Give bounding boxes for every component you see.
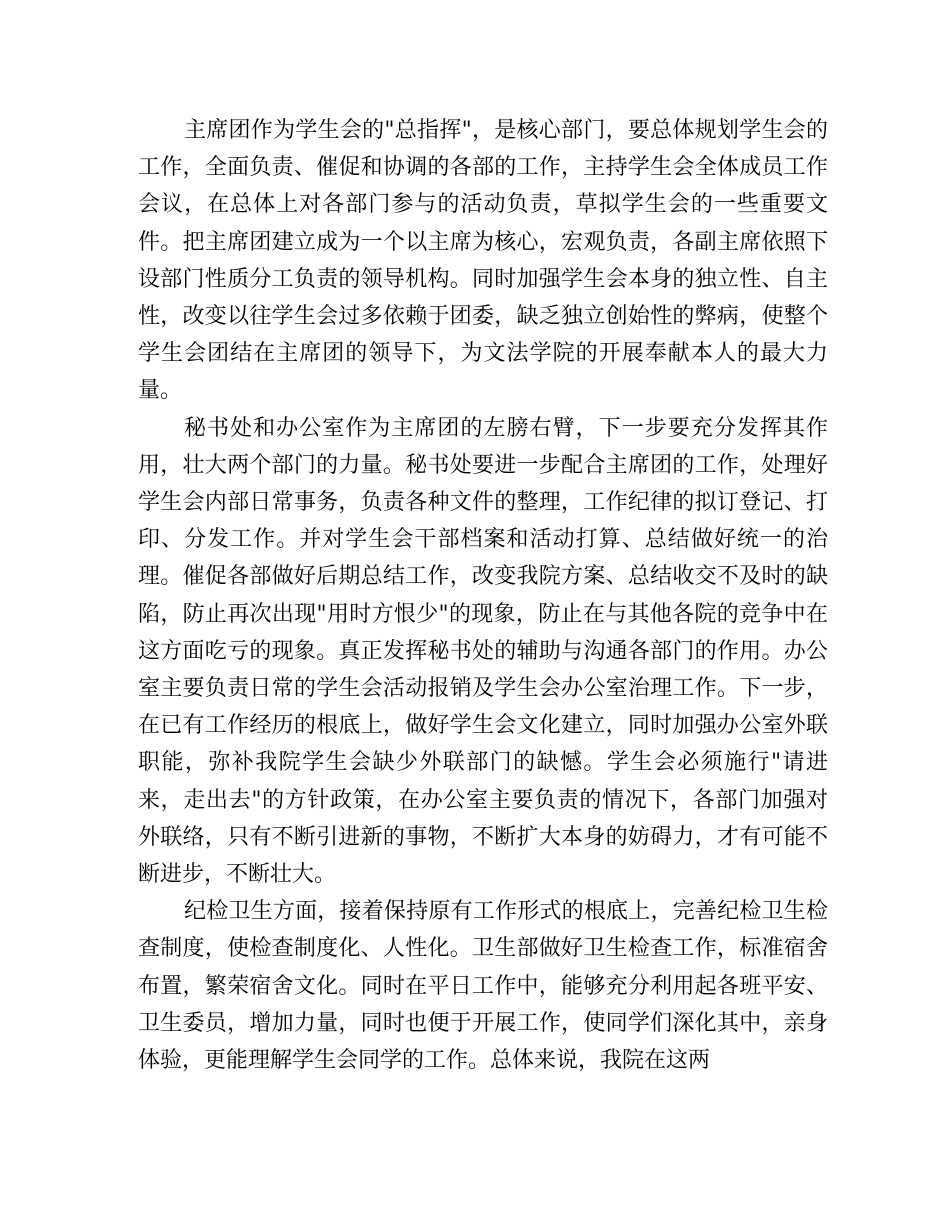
paragraph-secretariat-office: 秘书处和办公室作为主席团的左膀右臂，下一步要充分发挥其作用，壮大两个部门的力量。秘书处要进一步配合主席团的工作，处理好学生会内部日常事务，负责各种文件的整理，工作纪律的拟订登记、打印、分发工作。并对学生会干部档案和活动打算、总结做好统一的治理。催促各部做好后期总结工作，改变我院方案、总结收交不及时的缺陷，防止再次出现"用时方恨少"的现象，防止在与其他各院的竞争中在这方面吃亏的现象。真正发挥秘书处的辅助与沟通各部门的作用。办公室主要负责日常的学生会活动报销及学生会办公室治理工作。下一步，在已有工作经历的根底上，做好学生会文化建立，同时加强办公室外联职能，弥补我院学生会缺少外联部门的缺憾。学生会必须施行"请进来，走出去"的方针政策，在办公室主要负责的情况下，各部门加强对外联络，只有不断引进新的事物，不断扩大本身的妨碍力，才有可能不断进步，不断壮大。 [138, 415, 828, 888]
document-page [138, 112, 828, 1079]
paragraph-discipline-hygiene: 纪检卫生方面，接着保持原有工作形式的根底上，完善纪检卫生检查制度，使检查制度化、人性化。卫生部做好卫生检查工作，标准宿舍布置，繁荣宿舍文化。同时在平日工作中，能够充分利用起各班平安、卫生委员，增加力量，同时也便于开展工作，使同学们深化其中，亲身体验，更能理解学生会同学的工作。总体来说，我院在这两 [138, 899, 828, 1074]
paragraph-presidium: 主席团作为学生会的"总指挥"，是核心部门，要总体规划学生会的工作，全面负责、催促和协调的各部的工作，主持学生会全体成员工作会议，在总体上对各部门参与的活动负责，草拟学生会的一些重要文件。把主席团建立成为一个以主席为核心，宏观负责，各副主席依照下设部门性质分工负责的领导机构。同时加强学生会本身的独立性、自主性，改变以往学生会过多依赖于团委，缺乏独立创始性的弊病，使整个学生会团结在主席团的领导下，为文法学院的开展奉献本人的最大力量。 [138, 118, 828, 404]
